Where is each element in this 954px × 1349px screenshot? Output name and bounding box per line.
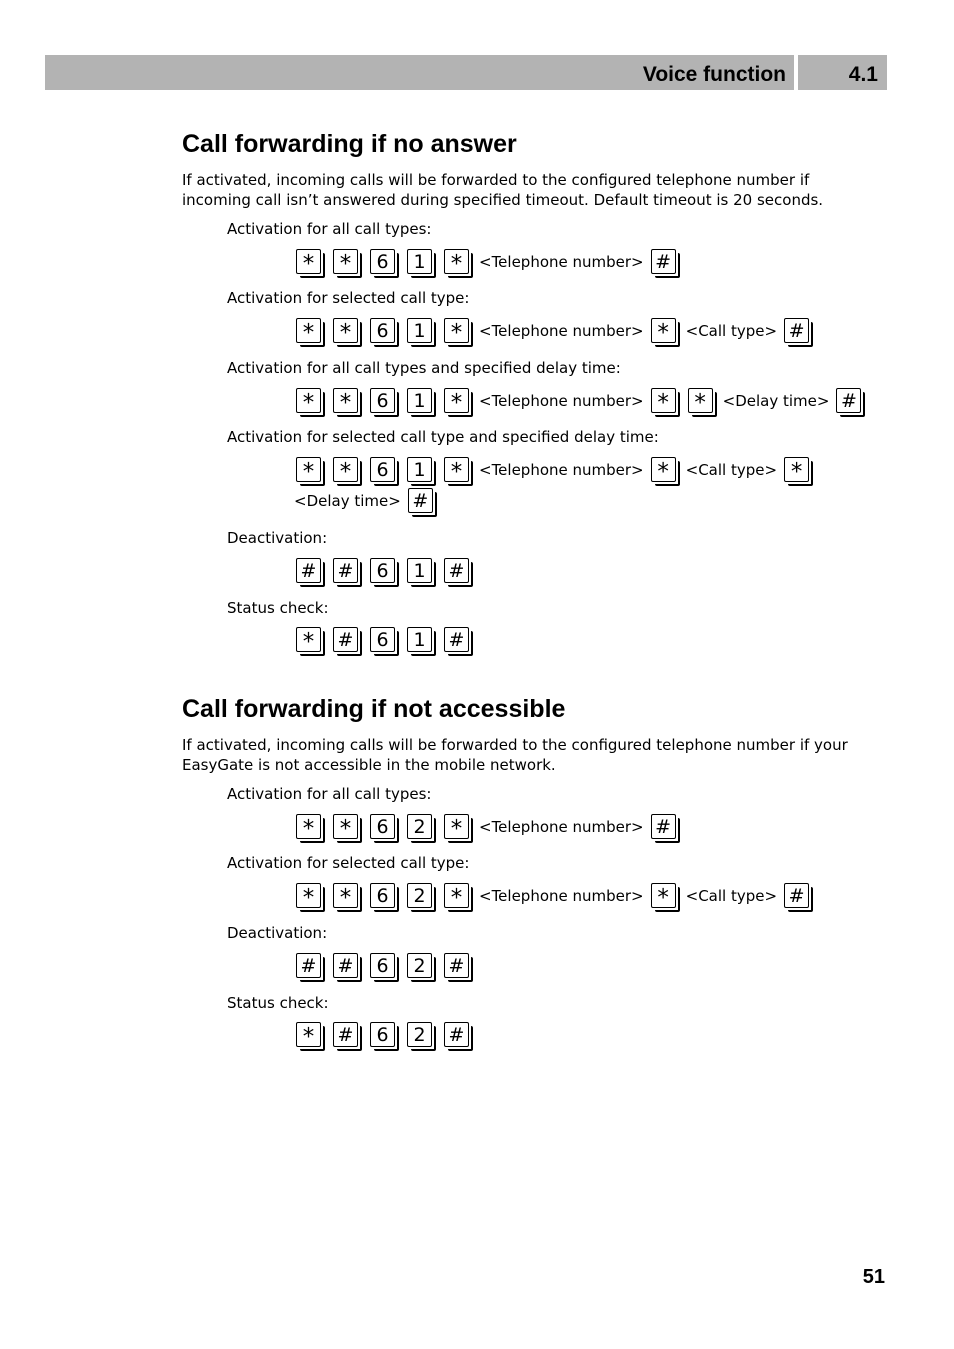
star-key-icon — [651, 318, 678, 345]
star-key-icon — [333, 883, 360, 910]
item-label: Activation for selected call type: — [227, 289, 470, 307]
digit-6-key-icon — [370, 457, 397, 484]
hash-key-icon — [784, 883, 811, 910]
key-symbol: * — [333, 814, 358, 839]
star-key-icon — [296, 883, 323, 910]
key-symbol: 6 — [370, 388, 395, 413]
key-symbol: * — [333, 249, 358, 274]
star-key-icon — [296, 627, 323, 654]
placeholder-text: <Delay time> — [294, 492, 401, 510]
hash-key-icon — [651, 249, 678, 276]
hash-key-icon — [444, 953, 471, 980]
key-symbol: 6 — [370, 558, 395, 583]
hash-key-icon — [444, 558, 471, 585]
header-title: Voice function — [642, 63, 786, 86]
key-symbol: * — [296, 318, 321, 343]
key-symbol: 1 — [407, 627, 432, 652]
key-symbol: * — [333, 318, 358, 343]
digit-1-key-icon — [407, 249, 434, 276]
item-label: Deactivation: — [227, 529, 328, 547]
key-sequence — [296, 386, 873, 416]
key-symbol: * — [444, 388, 469, 413]
key-symbol: * — [296, 1022, 321, 1047]
key-sequence — [296, 625, 481, 655]
key-symbol: * — [296, 249, 321, 274]
key-symbol: # — [408, 488, 433, 513]
hash-key-icon — [408, 488, 435, 515]
hash-key-icon — [651, 814, 678, 841]
key-symbol: * — [651, 388, 676, 413]
digit-1-key-icon — [407, 558, 434, 585]
key-symbol: # — [784, 318, 809, 343]
placeholder-text: <Call type> — [685, 887, 778, 905]
star-key-icon — [651, 388, 678, 415]
key-symbol: 1 — [407, 249, 432, 274]
digit-2-key-icon — [407, 814, 434, 841]
key-sequence — [296, 455, 821, 485]
star-key-icon — [444, 318, 471, 345]
digit-1-key-icon — [407, 627, 434, 654]
section-intro: If activated, incoming calls will be forwarded to the configured telephone number if your EasyGate is not accessible in the mobile network. — [182, 736, 848, 774]
section-heading: Call forwarding if no answer — [182, 130, 517, 158]
key-symbol: # — [444, 1022, 469, 1047]
key-symbol: 6 — [370, 1022, 395, 1047]
hash-key-icon — [836, 388, 863, 415]
key-sequence-continued — [296, 486, 445, 516]
star-key-icon — [296, 388, 323, 415]
star-key-icon — [296, 814, 323, 841]
key-symbol: # — [444, 558, 469, 583]
key-symbol: * — [296, 457, 321, 482]
digit-6-key-icon — [370, 318, 397, 345]
star-key-icon — [444, 249, 471, 276]
item-label: Activation for selected call type and specified delay time: — [227, 428, 659, 446]
placeholder-text: <Call type> — [685, 461, 778, 479]
star-key-icon — [333, 249, 360, 276]
key-symbol: * — [444, 457, 469, 482]
key-sequence — [296, 247, 688, 277]
digit-6-key-icon — [370, 814, 397, 841]
digit-1-key-icon — [407, 457, 434, 484]
item-label: Deactivation: — [227, 924, 328, 942]
key-symbol: * — [444, 883, 469, 908]
digit-6-key-icon — [370, 627, 397, 654]
star-key-icon — [333, 814, 360, 841]
key-symbol: * — [444, 249, 469, 274]
key-sequence — [296, 881, 821, 911]
key-sequence — [296, 812, 688, 842]
key-symbol: # — [333, 558, 358, 583]
key-symbol: 2 — [407, 1022, 432, 1047]
placeholder-text: <Telephone number> — [479, 461, 644, 479]
key-symbol: # — [296, 953, 321, 978]
key-symbol: 1 — [407, 558, 432, 583]
placeholder-text: <Delay time> — [722, 392, 830, 410]
star-key-icon — [651, 457, 678, 484]
key-symbol: # — [784, 883, 809, 908]
key-symbol: 6 — [370, 457, 395, 482]
hash-key-icon — [444, 627, 471, 654]
section-intro: If activated, incoming calls will be forwarded to the configured telephone number if incoming call isn’t answered during specified timeout. Default timeout is 20 seconds. — [182, 171, 824, 209]
key-symbol: * — [296, 883, 321, 908]
key-symbol: # — [836, 388, 861, 413]
star-key-icon — [296, 249, 323, 276]
placeholder-text: <Call type> — [685, 322, 778, 340]
key-symbol: 6 — [370, 883, 395, 908]
key-symbol: * — [444, 814, 469, 839]
star-key-icon — [444, 457, 471, 484]
digit-1-key-icon — [407, 388, 434, 415]
item-label: Activation for all call types: — [227, 220, 432, 238]
item-label: Status check: — [227, 994, 329, 1012]
key-symbol: 6 — [370, 249, 395, 274]
item-label: Activation for selected call type: — [227, 854, 470, 872]
section-heading: Call forwarding if not accessible — [182, 695, 566, 723]
hash-key-icon — [444, 1022, 471, 1049]
digit-6-key-icon — [370, 249, 397, 276]
key-symbol: # — [651, 249, 676, 274]
digit-2-key-icon — [407, 1022, 434, 1049]
star-key-icon — [333, 388, 360, 415]
key-symbol: * — [651, 883, 676, 908]
page-number: 51 — [862, 1266, 885, 1288]
key-symbol: # — [333, 953, 358, 978]
key-symbol: * — [296, 388, 321, 413]
digit-2-key-icon — [407, 883, 434, 910]
placeholder-text: <Telephone number> — [479, 253, 644, 271]
digit-6-key-icon — [370, 388, 397, 415]
star-key-icon — [688, 388, 715, 415]
key-symbol: 1 — [407, 457, 432, 482]
key-sequence — [296, 1020, 481, 1050]
key-symbol: * — [444, 318, 469, 343]
star-key-icon — [296, 1022, 323, 1049]
key-symbol: # — [444, 627, 469, 652]
key-symbol: # — [333, 627, 358, 652]
hash-key-icon — [333, 627, 360, 654]
digit-6-key-icon — [370, 953, 397, 980]
key-symbol: * — [333, 388, 358, 413]
star-key-icon — [333, 318, 360, 345]
key-symbol: * — [296, 814, 321, 839]
hash-key-icon — [296, 953, 323, 980]
star-key-icon — [296, 457, 323, 484]
key-symbol: # — [651, 814, 676, 839]
hash-key-icon — [296, 558, 323, 585]
star-key-icon — [651, 883, 678, 910]
digit-6-key-icon — [370, 883, 397, 910]
key-sequence — [296, 316, 821, 346]
header-section-number: 4.1 — [848, 63, 878, 86]
hash-key-icon — [333, 953, 360, 980]
key-sequence — [296, 556, 481, 586]
item-label: Activation for all call types and specified delay time: — [227, 359, 621, 377]
placeholder-text: <Telephone number> — [479, 818, 644, 836]
key-symbol: 1 — [407, 318, 432, 343]
key-symbol: * — [296, 627, 321, 652]
key-symbol: 6 — [370, 953, 395, 978]
star-key-icon — [784, 457, 811, 484]
key-symbol: # — [444, 953, 469, 978]
key-sequence — [296, 951, 481, 981]
hash-key-icon — [333, 1022, 360, 1049]
key-symbol: 2 — [407, 814, 432, 839]
key-symbol: # — [333, 1022, 358, 1047]
star-key-icon — [296, 318, 323, 345]
key-symbol: 2 — [407, 883, 432, 908]
hash-key-icon — [784, 318, 811, 345]
key-symbol: 6 — [370, 318, 395, 343]
key-symbol: 6 — [370, 627, 395, 652]
key-symbol: * — [784, 457, 809, 482]
key-symbol: * — [333, 883, 358, 908]
key-symbol: * — [651, 318, 676, 343]
digit-2-key-icon — [407, 953, 434, 980]
key-symbol: * — [688, 388, 713, 413]
placeholder-text: <Telephone number> — [479, 322, 644, 340]
digit-1-key-icon — [407, 318, 434, 345]
key-symbol: 1 — [407, 388, 432, 413]
star-key-icon — [444, 883, 471, 910]
hash-key-icon — [333, 558, 360, 585]
key-symbol: * — [333, 457, 358, 482]
star-key-icon — [444, 388, 471, 415]
key-symbol: # — [296, 558, 321, 583]
placeholder-text: <Telephone number> — [479, 887, 644, 905]
key-symbol: * — [651, 457, 676, 482]
placeholder-text: <Telephone number> — [479, 392, 644, 410]
item-label: Status check: — [227, 599, 329, 617]
digit-6-key-icon — [370, 558, 397, 585]
star-key-icon — [333, 457, 360, 484]
key-symbol: 2 — [407, 953, 432, 978]
star-key-icon — [444, 814, 471, 841]
digit-6-key-icon — [370, 1022, 397, 1049]
item-label: Activation for all call types: — [227, 785, 432, 803]
key-symbol: 6 — [370, 814, 395, 839]
